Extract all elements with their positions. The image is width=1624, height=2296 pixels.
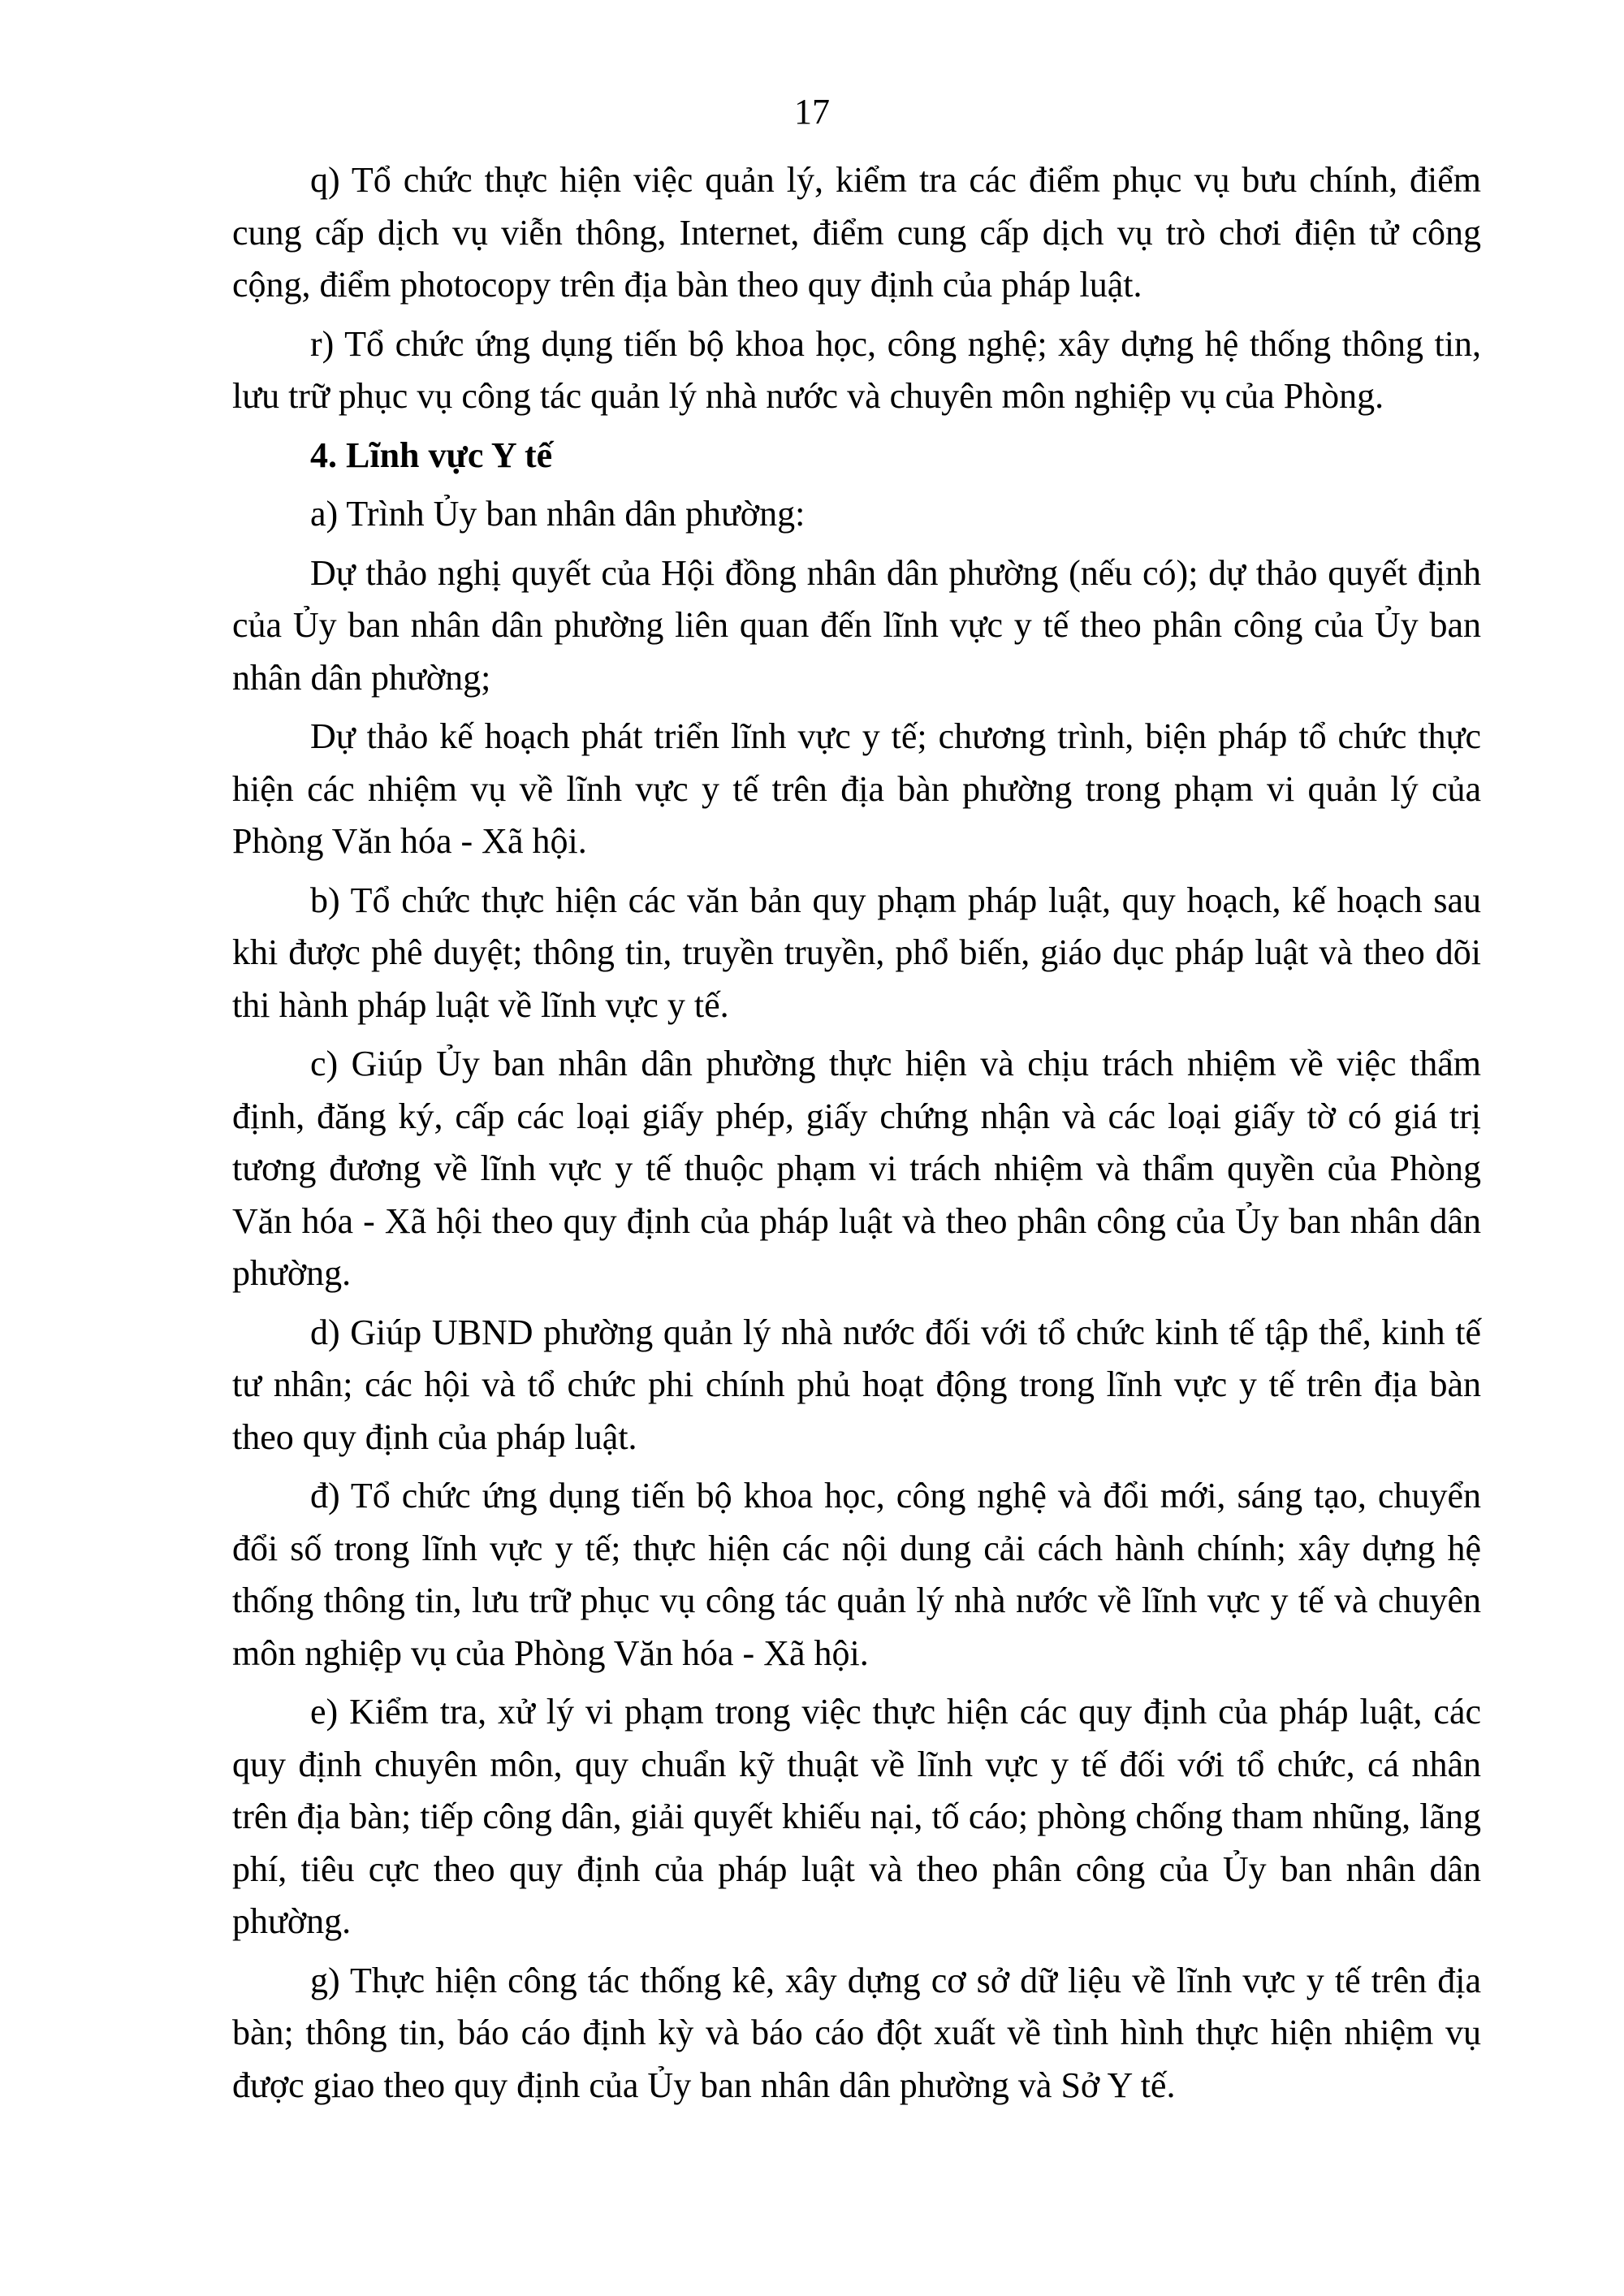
- paragraph-a-draft-resolution: Dự thảo nghị quyết của Hội đồng nhân dân phường (nếu có); dự thảo quyết định của Ủy ban nhân dân phường liên quan đến lĩnh vực y tế theo phân công của Ủy ban nhân dân phường;: [232, 552, 1481, 698]
- section-heading-health: 4. Lĩnh vực Y tế: [310, 435, 553, 475]
- paragraph-b: b) Tổ chức thực hiện các văn bản quy phạm pháp luật, quy hoạch, kế hoạch sau khi được phê duyệt; thông tin, truyền truyền, phổ biến, giáo dục pháp luật và theo dõi thi hành pháp luật về lĩnh vực y tế.: [232, 880, 1481, 1025]
- paragraph-r: r) Tổ chức ứng dụng tiến bộ khoa học, công nghệ; xây dựng hệ thống thông tin, lưu trữ phục vụ công tác quản lý nhà nước và chuyên môn nghiệp vụ của Phòng.: [232, 323, 1481, 416]
- paragraph-c: c) Giúp Ủy ban nhân dân phường thực hiện và chịu trách nhiệm về việc thẩm định, đăng ký, cấp các loại giấy phép, giấy chứng nhận và các loại giấy tờ có giá trị tương đương về lĩnh vực y tế thuộc phạm vi trách nhiệm và thẩm quyền của Phòng Văn hóa - Xã hội theo quy định của pháp luật và theo phân công của Ủy ban nhân dân phường.: [232, 1044, 1481, 1293]
- paragraph-a: a) Trình Ủy ban nhân dân phường:: [310, 494, 806, 534]
- paragraph-g: g) Thực hiện công tác thống kê, xây dựng cơ sở dữ liệu về lĩnh vực y tế trên địa bàn; thông tin, báo cáo định kỳ và báo cáo đột xuất về tình hình thực hiện nhiệm vụ được giao theo quy định của Ủy ban nhân dân phường và Sở Y tế.: [232, 1960, 1481, 2105]
- paragraph-e: e) Kiểm tra, xử lý vi phạm trong việc thực hiện các quy định của pháp luật, các quy định chuyên môn, quy chuẩn kỹ thuật về lĩnh vực y tế đối với tổ chức, cá nhân trên địa bàn; tiếp công dân, giải quyết khiếu nại, tố cáo; phòng chống tham nhũng, lãng phí, tiêu cực theo quy định của pháp luật và theo phân công của Ủy ban nhân dân phường.: [232, 1692, 1481, 1941]
- document-body: [232, 154, 1481, 2118]
- page-number: 17: [794, 92, 830, 132]
- paragraph-d: d) Giúp UBND phường quản lý nhà nước đối với tổ chức kinh tế tập thể, kinh tế tư nhân; các hội và tổ chức phi chính phủ hoạt động trong lĩnh vực y tế trên địa bàn theo quy định của pháp luật.: [232, 1312, 1481, 1457]
- paragraph-dd: đ) Tổ chức ứng dụng tiến bộ khoa học, công nghệ và đổi mới, sáng tạo, chuyển đổi số trong lĩnh vực y tế; thực hiện các nội dung cải cách hành chính; xây dựng hệ thống thông tin, lưu trữ phục vụ công tác quản lý nhà nước về lĩnh vực y tế và chuyên môn nghiệp vụ của Phòng Văn hóa - Xã hội.: [232, 1476, 1481, 1673]
- paragraph-a-draft-plan: Dự thảo kế hoạch phát triển lĩnh vực y tế; chương trình, biện pháp tổ chức thực hiện các nhiệm vụ về lĩnh vực y tế trên địa bàn phường trong phạm vi quản lý của Phòng Văn hóa - Xã hội.: [232, 716, 1481, 861]
- paragraph-q: q) Tổ chức thực hiện việc quản lý, kiểm tra các điểm phục vụ bưu chính, điểm cung cấp dịch vụ viễn thông, Internet, điểm cung cấp dịch vụ trò chơi điện tử công cộng, điểm photocopy trên địa bàn theo quy định của pháp luật.: [232, 160, 1481, 305]
